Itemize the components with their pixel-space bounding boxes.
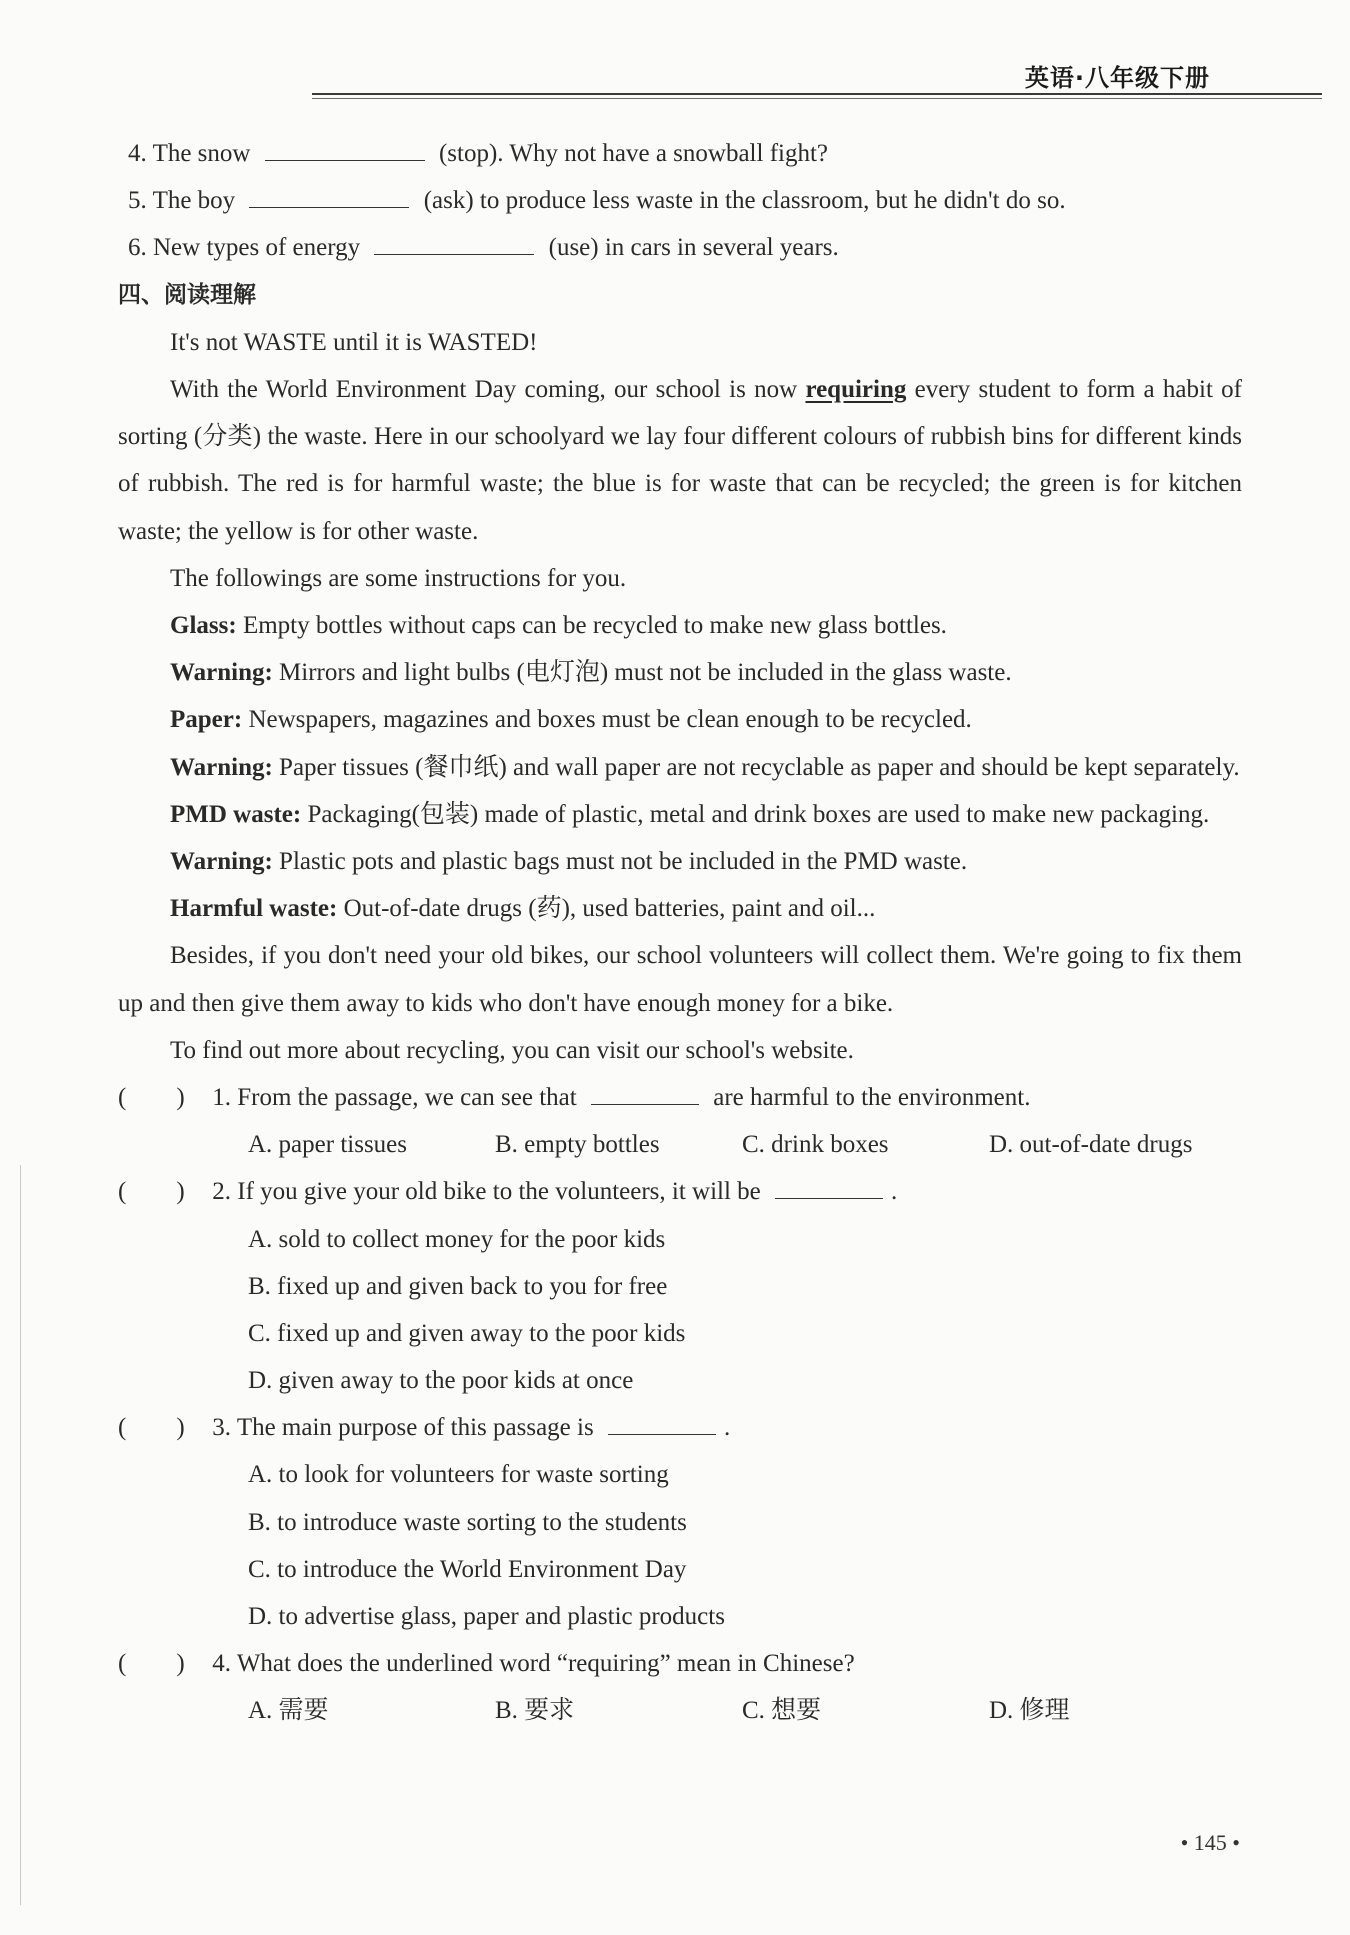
- instruction-label: Warning:: [170, 847, 273, 875]
- question-1: [118, 1074, 1242, 1121]
- option-d[interactable]: D. given away to the poor kids at once: [248, 1367, 634, 1395]
- option-c[interactable]: C. to introduce the World Environment Day: [248, 1555, 687, 1583]
- options-row: [118, 1121, 1242, 1168]
- answer-blank[interactable]: [591, 1078, 699, 1105]
- option-a[interactable]: A. sold to collect money for the poor kids: [248, 1225, 666, 1253]
- question-stem: The main purpose of this passage is: [236, 1414, 594, 1442]
- option-c[interactable]: C. drink boxes: [742, 1131, 889, 1159]
- option-b[interactable]: B. fixed up and given back to you for free: [248, 1272, 668, 1300]
- instruction-warning: [118, 744, 1242, 791]
- question-2: [118, 1168, 1242, 1215]
- question-stem: .: [723, 1414, 731, 1442]
- question-number: 1.: [212, 1083, 231, 1111]
- paragraph-text: every student to form a habit of sorting (分类) the waste. Here in our schoolyard we lay four different colours of rubbish bins for different kinds of rubbish. The red is for harmful waste; the blue is for waste that can be recycled; the green is for kitchen waste; the yellow is for other waste.: [118, 375, 1242, 545]
- instruction-pmd: [118, 791, 1242, 838]
- item-text: (use) in cars in several years.: [548, 234, 839, 262]
- question-number: 2.: [212, 1178, 231, 1206]
- section-title: 四、阅读理解: [118, 281, 256, 308]
- instruction-harmful: [118, 885, 1242, 932]
- question-stem: From the passage, we can see that: [237, 1083, 577, 1111]
- instruction-text: Out-of-date drugs (药), used batteries, paint and oil...: [337, 895, 876, 923]
- option-d[interactable]: D. to advertise glass, paper and plastic products: [248, 1603, 725, 1631]
- instruction-warning: [118, 649, 1242, 696]
- answer-bracket[interactable]: ( ): [118, 1650, 185, 1678]
- option-b[interactable]: B. empty bottles: [495, 1131, 660, 1159]
- option-b[interactable]: B. to introduce waste sorting to the students: [248, 1508, 687, 1536]
- passage-paragraph-2: The followings are some instructions for you.: [170, 564, 627, 592]
- item-number: 5.: [128, 187, 147, 215]
- instruction-text: Plastic pots and plastic bags must not be included in the PMD waste.: [272, 847, 968, 875]
- instruction-label: Warning:: [170, 753, 273, 781]
- underlined-word: requiring: [805, 375, 907, 403]
- question-stem: If you give your old bike to the volunteers, it will be: [237, 1178, 761, 1206]
- question-stem: are harmful to the environment.: [713, 1083, 1031, 1111]
- option-d[interactable]: D. out-of-date drugs: [989, 1131, 1193, 1159]
- answer-blank[interactable]: [265, 134, 425, 161]
- instruction-glass: [118, 602, 1242, 649]
- page-number: • 145 •: [1180, 1830, 1240, 1855]
- item-text: (stop). Why not have a snowball fight?: [438, 140, 829, 167]
- answer-bracket[interactable]: ( ): [118, 1414, 185, 1442]
- instruction-label: Glass:: [170, 611, 237, 639]
- question-stem: What does the underlined word “requiring” mean in Chinese?: [236, 1650, 855, 1678]
- option-c[interactable]: C. fixed up and given away to the poor kids: [248, 1319, 686, 1347]
- page-content: [118, 130, 1242, 1735]
- header-rule: [312, 93, 1322, 95]
- item-number: 4.: [128, 140, 147, 167]
- instruction-label: Warning:: [170, 659, 273, 687]
- options-row: [118, 1687, 1242, 1734]
- paragraph-text: With the World Environment Day coming, our school is now: [170, 375, 806, 403]
- question-4: [118, 1640, 1242, 1687]
- answer-bracket[interactable]: ( ): [118, 1178, 185, 1206]
- option-b[interactable]: B. 要求: [495, 1697, 575, 1725]
- item-number: 6.: [128, 234, 147, 262]
- passage-paragraph-4: To find out more about recycling, you can visit our school's website.: [170, 1036, 854, 1064]
- question-number: 4.: [212, 1650, 231, 1678]
- item-text: New types of energy: [153, 234, 361, 262]
- header-rule-thin: [312, 98, 1322, 99]
- question-3: [118, 1404, 1242, 1451]
- answer-blank[interactable]: [249, 181, 409, 208]
- instruction-paper: [118, 696, 1242, 743]
- instruction-label: Harmful waste:: [170, 895, 338, 923]
- option-a[interactable]: A. to look for volunteers for waste sorting: [248, 1461, 669, 1489]
- item-text: The boy: [152, 187, 236, 215]
- answer-blank[interactable]: [608, 1408, 716, 1435]
- option-a[interactable]: A. paper tissues: [248, 1131, 407, 1159]
- passage-title: It's not WASTE until it is WASTED!: [170, 328, 538, 356]
- answer-blank[interactable]: [374, 228, 534, 255]
- instruction-text: Mirrors and light bulbs (电灯泡) must not be included in the glass waste.: [272, 659, 1012, 687]
- binding-line: [20, 1165, 21, 1905]
- option-c[interactable]: C. 想要: [742, 1697, 822, 1725]
- question-number: 3.: [212, 1414, 231, 1442]
- instruction-text: Paper tissues (餐巾纸) and wall paper are not recyclable as paper and should be kept separately.: [272, 753, 1240, 781]
- option-a[interactable]: A. 需要: [248, 1697, 329, 1725]
- fill-in-item: [118, 130, 1242, 177]
- option-d[interactable]: D. 修理: [989, 1697, 1070, 1725]
- answer-bracket[interactable]: ( ): [118, 1083, 185, 1111]
- instruction-text: Packaging(包装) made of plastic, metal and drink boxes are used to make new packaging.: [301, 800, 1210, 828]
- instruction-text: Empty bottles without caps can be recycled to make new glass bottles.: [236, 611, 947, 639]
- item-text: The snow: [152, 140, 251, 167]
- fill-in-item: [118, 177, 1242, 224]
- instruction-warning: [118, 838, 1242, 885]
- instruction-text: Newspapers, magazines and boxes must be clean enough to be recycled.: [242, 706, 972, 734]
- fill-in-item: [118, 224, 1242, 271]
- passage-paragraph-1: [118, 366, 1242, 555]
- instruction-label: PMD waste:: [170, 800, 302, 828]
- passage-paragraph-3: Besides, if you don't need your old bikes, our school volunteers will collect them. We're going to fix them up and then give them away to kids who don't have enough money for a bike.: [118, 942, 1242, 1017]
- item-text: (ask) to produce less waste in the classroom, but he didn't do so.: [423, 187, 1066, 215]
- question-stem: .: [891, 1178, 898, 1206]
- answer-blank[interactable]: [775, 1172, 883, 1199]
- instruction-label: Paper:: [170, 706, 243, 734]
- book-title: 英语·八年级下册: [1024, 64, 1210, 92]
